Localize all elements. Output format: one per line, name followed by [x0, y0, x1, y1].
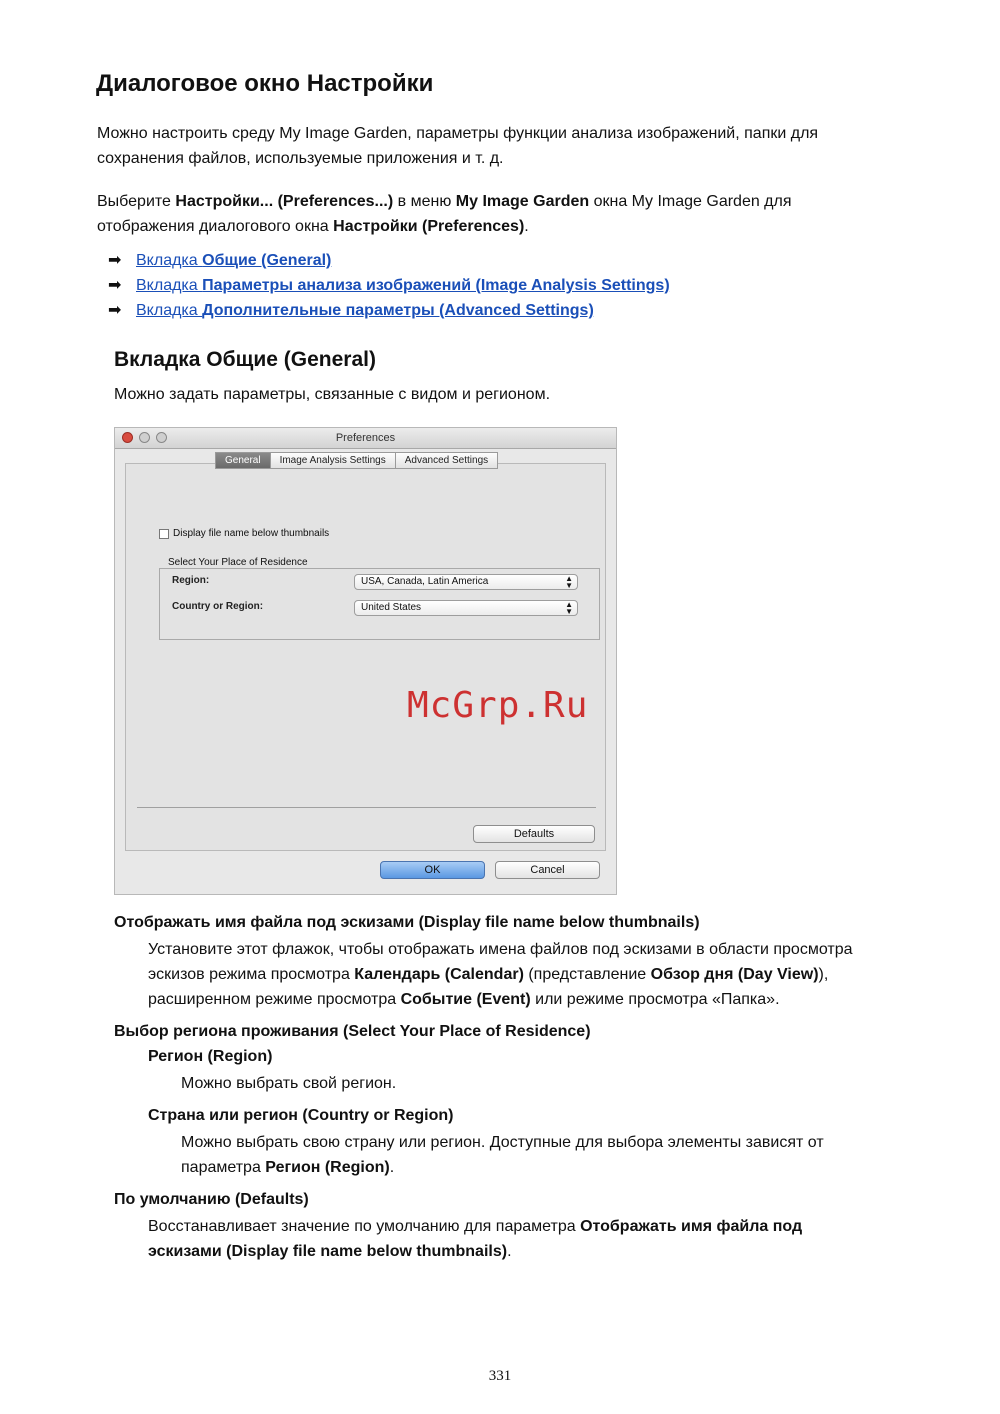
- intro-paragraph-2: [97, 189, 792, 239]
- tab-image-analysis-settings[interactable]: Image Analysis Settings: [270, 452, 396, 469]
- country-select[interactable]: [354, 600, 578, 616]
- section-description: Можно задать параметры, связанные с видом и регионом.: [114, 386, 551, 403]
- country-select-value: United States: [361, 602, 422, 613]
- preferences-dialog: [114, 427, 617, 895]
- link-advanced-tab[interactable]: Вкладка Дополнительные параметры (Advanced Settings): [136, 302, 594, 319]
- term: Обзор дня (Day View): [650, 966, 819, 983]
- display-filename-checkbox[interactable]: [159, 528, 329, 539]
- def-title-region: Регион (Region): [148, 1048, 273, 1065]
- country-label: Country or Region:: [172, 601, 264, 612]
- arrow-right-icon: ➡: [108, 302, 122, 319]
- term: Календарь (Calendar): [354, 966, 524, 983]
- list-item: [108, 273, 670, 298]
- text: Установите этот флажок, чтобы отображать имена файлов под эскизами в области просмотра: [148, 941, 853, 958]
- arrow-right-icon: ➡: [108, 277, 122, 294]
- tab-advanced-settings[interactable]: Advanced Settings: [395, 452, 498, 469]
- dialog-titlebar: [115, 428, 616, 449]
- text: ),: [818, 966, 829, 983]
- text: Восстанавливает значение по умолчанию для параметра: [148, 1218, 581, 1235]
- region-label: Region:: [172, 575, 210, 586]
- text: эскизов режима просмотра: [148, 966, 355, 983]
- link-general-tab[interactable]: Вкладка Общие (General): [136, 252, 332, 269]
- text: параметра: [181, 1159, 266, 1176]
- text: .: [524, 218, 529, 235]
- ok-button[interactable]: OK: [380, 861, 485, 879]
- text: (представление: [523, 966, 651, 983]
- watermark: McGrp.Ru: [407, 685, 589, 726]
- checkbox-label: Display file name below thumbnails: [173, 528, 330, 539]
- term: Регион (Region): [265, 1159, 390, 1176]
- intro-paragraph-1: [97, 121, 818, 171]
- tab-panel: [125, 463, 606, 851]
- link-list: [108, 248, 670, 323]
- menu-name: My Image Garden: [455, 193, 590, 210]
- menu-item-name: Настройки... (Preferences...): [175, 193, 394, 210]
- region-select[interactable]: [354, 574, 578, 590]
- text: .: [507, 1243, 512, 1260]
- group-title: Select Your Place of Residence: [165, 557, 311, 568]
- dialog-title: Preferences: [335, 432, 396, 444]
- list-item: [108, 248, 670, 273]
- list-item: [108, 298, 670, 323]
- text: .: [389, 1159, 395, 1176]
- def-title-defaults: По умолчанию (Defaults): [114, 1191, 309, 1208]
- arrow-right-icon: ➡: [108, 252, 122, 269]
- close-icon[interactable]: [122, 432, 133, 443]
- def-title-display-filename: Отображать имя файла под эскизами (Display file name below thumbnails): [114, 914, 700, 931]
- text: в меню: [393, 193, 456, 210]
- minimize-icon[interactable]: [139, 432, 150, 443]
- stepper-arrows-icon: ▲ ▼: [565, 600, 573, 616]
- text: отображения диалогового окна: [97, 218, 334, 235]
- text: расширенном режиме просмотра: [148, 991, 401, 1008]
- zoom-icon[interactable]: [156, 432, 167, 443]
- def-text-region: Можно выбрать свой регион.: [181, 1075, 397, 1092]
- tab-bar: [216, 452, 498, 469]
- text: Можно выбрать свою страну или регион. Доступные для выбора элементы зависят от: [181, 1134, 824, 1151]
- page-title: Диалоговое окно Настройки: [96, 70, 434, 97]
- def-title-country: Страна или регион (Country or Region): [148, 1107, 454, 1124]
- text: Выберите: [97, 193, 176, 210]
- defaults-button[interactable]: Defaults: [473, 825, 595, 843]
- checkbox-box[interactable]: [159, 529, 169, 539]
- def-text-defaults: [148, 1214, 802, 1264]
- def-text-display-filename: [148, 937, 852, 1012]
- term: эскизами (Display file name below thumbnails): [148, 1243, 508, 1260]
- section-title: Вкладка Общие (General): [114, 348, 376, 371]
- region-select-value: USA, Canada, Latin America: [361, 576, 489, 587]
- def-text-country: [181, 1130, 824, 1180]
- page-number: 331: [488, 1368, 512, 1384]
- stepper-arrows-icon: ▲ ▼: [565, 574, 573, 590]
- dialog-name: Настройки (Preferences): [333, 218, 525, 235]
- link-image-analysis-tab[interactable]: Вкладка Параметры анализа изображений (Image Analysis Settings): [136, 277, 670, 294]
- intro-line: сохранения файлов, используемые приложения и т. д.: [97, 150, 504, 167]
- term: Событие (Event): [400, 991, 531, 1008]
- term: Отображать имя файла под: [580, 1218, 803, 1235]
- intro-line: Можно настроить среду My Image Garden, параметры функции анализа изображений, папки для: [97, 125, 819, 142]
- tab-general[interactable]: General: [215, 452, 271, 469]
- text: или режиме просмотра «Папка».: [530, 991, 780, 1008]
- cancel-button[interactable]: Cancel: [495, 861, 600, 879]
- divider: [137, 807, 596, 808]
- def-title-residence: Выбор региона проживания (Select Your Place of Residence): [114, 1023, 591, 1040]
- text: окна My Image Garden для: [589, 193, 792, 210]
